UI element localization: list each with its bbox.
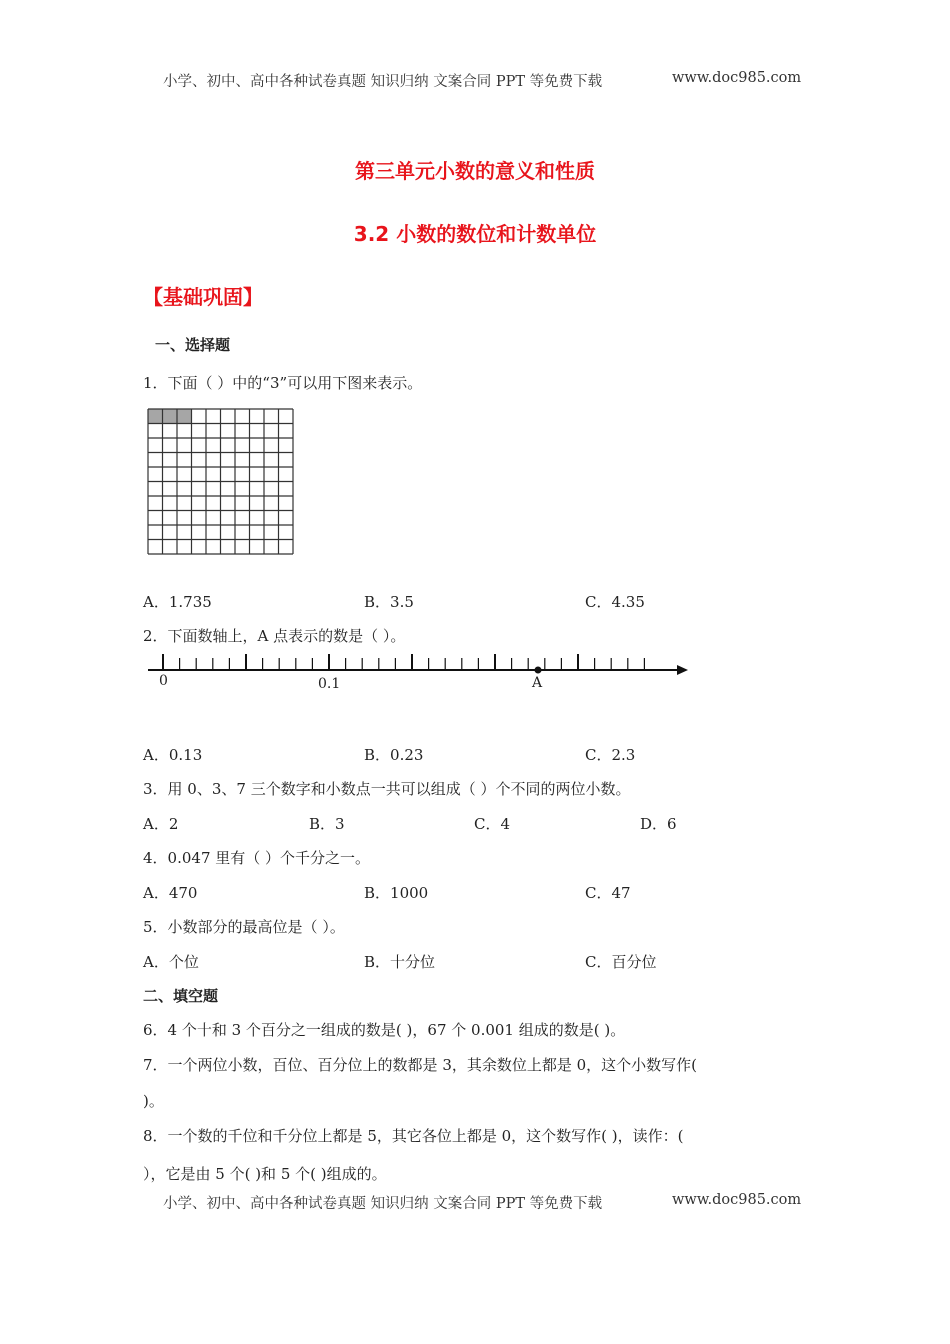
question-3: 3．用 0、3、7 三个数字和小数点一共可以组成（ ）个不同的两位小数。 bbox=[143, 780, 631, 798]
q4-option-c[interactable]: C．47 bbox=[585, 884, 631, 902]
point-a bbox=[535, 667, 542, 674]
header-text: 小学、初中、高中各种试卷真题 知识归纳 文案合同 PPT 等免费下载 bbox=[163, 74, 603, 90]
q4-option-a[interactable]: A．470 bbox=[143, 884, 198, 902]
q5-option-b[interactable]: B．十分位 bbox=[364, 953, 436, 971]
part-heading-fill: 二、填空题 bbox=[143, 987, 219, 1005]
q3-option-a[interactable]: A．2 bbox=[143, 815, 179, 833]
question-7-line-2: )。 bbox=[143, 1092, 164, 1110]
q2-option-b[interactable]: B．0.23 bbox=[364, 746, 424, 764]
q2-option-a[interactable]: A．0.13 bbox=[143, 746, 203, 764]
q3-option-b[interactable]: B．3 bbox=[309, 815, 345, 833]
q3-option-d[interactable]: D．6 bbox=[640, 815, 677, 833]
part-heading-choice: 一、选择题 bbox=[155, 336, 231, 354]
page-subtitle: 3.2 小数的数位和计数单位 bbox=[353, 222, 597, 246]
q5-option-c[interactable]: C．百分位 bbox=[585, 953, 657, 971]
section-heading: 【基础巩固】 bbox=[143, 285, 263, 309]
shaded-cell bbox=[163, 409, 178, 424]
question-6: 6．4 个十和 3 个百分之一组成的数是( )，67 个 0.001 组成的数是( )。 bbox=[143, 1021, 626, 1039]
footer-text: 小学、初中、高中各种试卷真题 知识归纳 文案合同 PPT 等免费下载 bbox=[163, 1196, 603, 1212]
question-4: 4．0.047 里有（ ）个千分之一。 bbox=[143, 849, 371, 867]
question-5: 5．小数部分的最高位是（ ）。 bbox=[143, 918, 345, 936]
q1-option-b[interactable]: B．3.5 bbox=[364, 593, 414, 611]
q4-option-b[interactable]: B．1000 bbox=[364, 884, 429, 902]
hundred-grid-figure bbox=[147, 408, 294, 555]
page-title: 第三单元小数的意义和性质 bbox=[355, 159, 595, 183]
question-1: 1．下面（ ）中的“3”可以用下图来表示。 bbox=[143, 374, 423, 392]
header-link[interactable]: www.doc985.com bbox=[672, 70, 802, 86]
q1-option-a[interactable]: A．1.735 bbox=[143, 593, 212, 611]
q2-option-c[interactable]: C．2.3 bbox=[585, 746, 636, 764]
q5-option-a[interactable]: A．个位 bbox=[143, 953, 199, 971]
shaded-cell bbox=[148, 409, 163, 424]
question-8-line-2: ），它是由 5 个( )和 5 个( )组成的。 bbox=[143, 1165, 387, 1183]
axis-label-0-1: 0.1 bbox=[318, 676, 341, 692]
axis-label-0: 0 bbox=[159, 673, 168, 689]
shaded-cell bbox=[177, 409, 192, 424]
q1-option-c[interactable]: C．4.35 bbox=[585, 593, 645, 611]
question-2: 2．下面数轴上，A 点表示的数是（ ）。 bbox=[143, 627, 406, 645]
question-8-line-1: 8．一个数的千位和千分位上都是 5，其它各位上都是 0，这个数写作( )，读作：( bbox=[143, 1127, 684, 1145]
axis-arrow bbox=[677, 665, 688, 675]
q3-option-c[interactable]: C．4 bbox=[474, 815, 511, 833]
question-7-line-1: 7．一个两位小数，百位、百分位上的数都是 3，其余数位上都是 0，这个小数写作( bbox=[143, 1056, 698, 1074]
footer-link[interactable]: www.doc985.com bbox=[672, 1192, 802, 1208]
axis-label-a: A bbox=[532, 675, 543, 691]
number-line-figure bbox=[140, 648, 700, 698]
